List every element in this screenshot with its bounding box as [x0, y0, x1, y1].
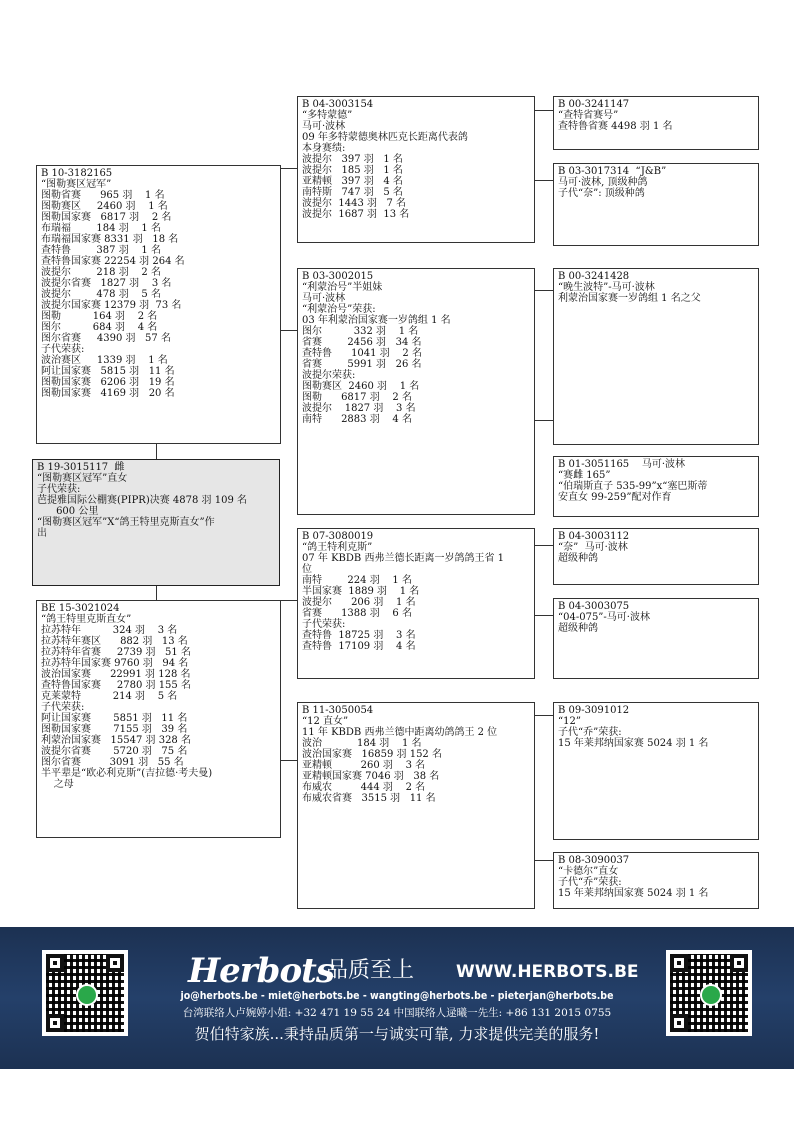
pedigree-line: 图勒国家赛 6206 羽 19 名 — [41, 377, 175, 388]
pedigree-card-gen3-2 — [553, 163, 759, 246]
pedigree-line: “12” — [558, 716, 581, 727]
pedigree-line: 波提尔 397 羽 1 名 — [302, 154, 403, 165]
connector-g2-b — [535, 180, 553, 181]
pedigree-line: 波提尔 1827 羽 3 名 — [302, 403, 416, 414]
pedigree-line: 图勒赛区 2460 羽 1 名 — [41, 201, 168, 212]
pedigree-line: 之母 — [41, 779, 74, 790]
connector-g2-h — [535, 860, 553, 861]
pedigree-line: 图尔 332 羽 1 名 — [302, 326, 419, 337]
pedigree-line: “伯瑞斯直子 535-99”x“塞巴斯蒂 — [558, 481, 708, 492]
pedigree-line: 布威农省赛 3515 羽 11 名 — [302, 793, 436, 804]
pedigree-line: 波治赛区 1339 羽 1 名 — [41, 355, 168, 366]
pedigree-line: “赛雌 165” — [558, 470, 611, 481]
pedigree-line: 马可·波林 — [302, 121, 346, 132]
pedigree-line: 图尔省赛 4390 羽 57 名 — [41, 333, 171, 344]
pedigree-line: 11 年 KBDB 西弗兰德中距离幼鸽鸽王 2 位 — [302, 727, 498, 738]
pedigree-line: 南特 224 羽 1 名 — [302, 575, 412, 586]
pedigree-line: 波提尔 1687 羽 13 名 — [302, 209, 410, 220]
pedigree-line: “图勒赛区冠军” — [41, 179, 112, 190]
pedigree-card-gen2-1 — [297, 96, 535, 243]
pedigree-line: 图勒 6817 羽 2 名 — [302, 392, 412, 403]
pedigree-line: 波提尔省赛 1827 羽 3 名 — [41, 278, 172, 289]
pedigree-line: 查特鲁国家赛 2780 羽 155 名 — [41, 680, 191, 691]
pedigree-line: 图勒 164 羽 2 名 — [41, 311, 158, 322]
brand-row — [188, 951, 639, 991]
pedigree-line: 查特鲁 387 羽 1 名 — [41, 245, 161, 256]
pedigree-line: B 09-3091012 — [558, 705, 630, 716]
pedigree-line: 本身赛绩: — [302, 143, 346, 154]
pedigree-line: 子代“乔”荣获: — [558, 877, 622, 888]
pedigree-line: “12 直女” — [302, 716, 349, 727]
pedigree-card-text — [41, 168, 276, 399]
footer-banner — [0, 927, 794, 1069]
pedigree-line: 查特鲁 18725 羽 3 名 — [302, 630, 416, 641]
connector-g2-a — [535, 110, 553, 111]
pedigree-line: 阿让国家赛 5815 羽 11 名 — [41, 366, 175, 377]
pedigree-line: B 08-3090037 — [558, 855, 630, 866]
pedigree-line: 波提尔 185 羽 1 名 — [302, 165, 403, 176]
pedigree-line: “奈” 马可·波林 — [558, 542, 628, 553]
pedigree-line: B 00-3241428 — [558, 271, 630, 282]
pedigree-card-text — [302, 99, 530, 220]
pedigree-card-gen2-3 — [297, 528, 535, 679]
pedigree-line: 拉苏特年国家赛 9760 羽 94 名 — [41, 658, 189, 669]
pedigree-line: 波提尔 1443 羽 7 名 — [302, 198, 407, 209]
pedigree-card-text — [558, 855, 754, 899]
pedigree-line: 15 年莱邦纳国家赛 5024 羽 1 名 — [558, 738, 709, 749]
pedigree-card-gen3-3 — [553, 268, 759, 445]
pedigree-card-text — [302, 705, 530, 804]
connector-g2-g — [535, 715, 553, 716]
pedigree-line: “鸽王特利克斯” — [302, 542, 373, 553]
pedigree-line: 查特鲁 17109 羽 4 名 — [302, 641, 416, 652]
pedigree-line: 马可·波林 — [302, 293, 346, 304]
pedigree-line: 波提尔 218 羽 2 名 — [41, 267, 161, 278]
connector-dam-down — [281, 760, 297, 761]
connector-g2-d — [535, 420, 553, 421]
pedigree-line: 位 — [302, 564, 312, 575]
pedigree-line: 子代“乔”荣获: — [558, 727, 622, 738]
pedigree-line: 利蒙治国家赛一岁鸽组 1 名之父 — [558, 293, 701, 304]
pedigree-line: 出 — [37, 528, 47, 539]
pedigree-line: 子代“奈”: 顶级种鸽 — [558, 188, 645, 199]
pedigree-line: 波提尔省赛 5720 羽 75 名 — [41, 746, 188, 757]
pedigree-line: 查特鲁 1041 羽 2 名 — [302, 348, 422, 359]
pedigree-line: 03 年利蒙治国家赛一岁鸽组 1 名 — [302, 315, 451, 326]
pedigree-line: 图勒国家赛 4169 羽 20 名 — [41, 388, 175, 399]
connector-g2-c — [535, 290, 553, 291]
pedigree-card-text — [558, 705, 754, 749]
pedigree-card-text — [41, 603, 276, 790]
email-list[interactable]: jo@herbots.be - miet@herbots.be - wangting@herbots.be - pieterjan@herbots.be — [180, 990, 614, 1002]
pedigree-card-text — [302, 531, 530, 652]
pedigree-line: “04-075”-马可·波林 — [558, 612, 650, 623]
pedigree-card-text — [558, 459, 754, 503]
pedigree-line: “鸽王特里克斯直女” — [41, 614, 132, 625]
pedigree-line: 布威农 444 羽 2 名 — [302, 782, 426, 793]
pedigree-line: B 11-3050054 — [302, 705, 374, 716]
slogan: 品质至上 — [326, 958, 415, 983]
pedigree-card-gen3-7 — [553, 702, 759, 840]
pedigree-line: 拉苏特年 324 羽 3 名 — [41, 625, 178, 636]
pedigree-line: B 10-3182165 — [41, 168, 113, 179]
pedigree-line: 子代荣获: — [37, 484, 81, 495]
pedigree-line: 拉苏特年赛区 882 羽 13 名 — [41, 636, 188, 647]
pedigree-line: 亚精顿国家赛 7046 羽 38 名 — [302, 771, 440, 782]
pedigree-line: 子代荣获: — [41, 702, 85, 713]
pedigree-line: 芭提雅国际公棚赛(PIPR)决赛 4878 羽 109 名 — [37, 495, 247, 506]
pedigree-line: 图勒赛区 2460 羽 1 名 — [302, 381, 420, 392]
pedigree-line: 图尔省赛 3091 羽 55 名 — [41, 757, 184, 768]
pedigree-line: 亚精顿 397 羽 4 名 — [302, 176, 403, 187]
pedigree-line: 查特鲁省赛 4498 羽 1 名 — [558, 121, 673, 132]
pedigree-line: 超级种鸽 — [558, 623, 598, 634]
pedigree-line: 南特 2883 羽 4 名 — [302, 414, 412, 425]
pedigree-line: “图勒赛区冠军”直女 — [37, 473, 128, 484]
pedigree-card-text — [558, 531, 754, 564]
herbots-logo: Herbots — [188, 951, 334, 991]
pedigree-line: 波治 184 羽 1 名 — [302, 738, 422, 749]
pedigree-line: “卡德尔”直女 — [558, 866, 619, 877]
pedigree-line: B 04-3003154 — [302, 99, 374, 110]
pedigree-card-gen3-1 — [553, 96, 759, 150]
pedigree-line: “利蒙治号”半姐妹 — [302, 282, 383, 293]
pedigree-card-gen3-5 — [553, 528, 759, 585]
pedigree-line: “查特省赛号” — [558, 110, 619, 121]
pedigree-line: B 03-3017314 “J&B” — [558, 166, 667, 177]
pedigree-line: 07 年 KBDB 西弗兰德长距离一岁鸽鸽王省 1 — [302, 553, 504, 564]
pedigree-line: 南特斯 747 羽 5 名 — [302, 187, 403, 198]
pedigree-card-gen2-4 — [297, 702, 535, 909]
pedigree-line: 09 年多特蒙德奥林匹克长距离代表鸽 — [302, 132, 468, 143]
connector-dam-up — [281, 600, 297, 601]
company-motto: 贺伯特家族...秉持品质第一与诚实可靠, 力求提供完美的服务! — [194, 1025, 600, 1043]
pedigree-line: “多特蒙德” — [302, 110, 353, 121]
pedigree-line: B 00-3241147 — [558, 99, 630, 110]
pedigree-line: B 03-3002015 — [302, 271, 374, 282]
connector-sire-up — [281, 168, 297, 169]
pedigree-line: 波治国家赛 22991 羽 128 名 — [41, 669, 191, 680]
pedigree-line: 布瑞福 184 羽 1 名 — [41, 223, 161, 234]
pedigree-card-text — [558, 166, 754, 199]
pedigree-line: 拉苏特年省赛 2739 羽 51 名 — [41, 647, 191, 658]
connector-subject-sire — [156, 443, 157, 460]
pedigree-line: 马可·波林, 顶级种鸽 — [558, 177, 648, 188]
pedigree-line: 省赛 5991 羽 26 名 — [302, 359, 422, 370]
pedigree-card-text — [37, 462, 275, 539]
pedigree-card-gen3-8 — [553, 852, 759, 909]
pedigree-line: 亚精顿 260 羽 3 名 — [302, 760, 426, 771]
pedigree-line: B 19-3015117 雌 — [37, 462, 125, 473]
pedigree-line: 省赛 1388 羽 6 名 — [302, 608, 412, 619]
pedigree-line: “图勒赛区冠军”X“鸽王特里克斯直女”作 — [37, 517, 215, 528]
pedigree-line: 图勒省赛 965 羽 1 名 — [41, 190, 165, 201]
pedigree-line: 利蒙治国家赛 15547 羽 328 名 — [41, 735, 191, 746]
pedigree-card-gen2-2 — [297, 268, 535, 515]
pedigree-card-subject — [32, 459, 280, 586]
pedigree-line: 省赛 2456 羽 34 名 — [302, 337, 422, 348]
pedigree-line: 半国家赛 1889 羽 1 名 — [302, 586, 420, 597]
pedigree-line: 图尔 684 羽 4 名 — [41, 322, 158, 333]
pedigree-line: 波提尔 478 羽 5 名 — [41, 289, 161, 300]
pedigree-line: “晚生波特”-马可·波林 — [558, 282, 655, 293]
pedigree-card-text — [558, 271, 754, 304]
pedigree-line: BE 15-3021024 — [41, 603, 120, 614]
pedigree-card-gen3-4 — [553, 456, 759, 517]
pedigree-line: 15 年莱邦纳国家赛 5024 羽 1 名 — [558, 888, 709, 899]
pedigree-line: B 04-3003112 — [558, 531, 630, 542]
website-link[interactable]: WWW.HERBOTS.BE — [456, 962, 639, 982]
pedigree-card-text — [558, 99, 754, 132]
pedigree-card-text — [558, 601, 754, 634]
pedigree-line: 图勒国家赛 7155 羽 39 名 — [41, 724, 188, 735]
pedigree-line: 子代荣获: — [41, 344, 85, 355]
pedigree-line: 克莱蒙特 214 羽 5 名 — [41, 691, 178, 702]
contact-info: 台湾联络人卢婉婷小姐: +32 471 19 55 24 中国联络人逯曦一先生: +86 131 2015 0755 — [182, 1007, 612, 1019]
pedigree-line: 波提尔国家赛 12379 羽 73 名 — [41, 300, 182, 311]
pedigree-line: 波提尔荣获: — [302, 370, 356, 381]
pedigree-line: 600 公里 — [37, 506, 99, 517]
wechat-icon — [700, 984, 722, 1006]
pedigree-line: 安直女 99-259”配对作育 — [558, 492, 672, 503]
pedigree-line: “利蒙治号”荣获: — [302, 304, 376, 315]
pedigree-line: 布瑞福国家赛 8331 羽 18 名 — [41, 234, 179, 245]
pedigree-line: 波治国家赛 16859 羽 152 名 — [302, 749, 442, 760]
pedigree-line: B 01-3051165 马可·波林 — [558, 459, 686, 470]
pedigree-card-gen3-6 — [553, 598, 759, 679]
pedigree-card-dam — [36, 600, 281, 838]
pedigree-line: 超级种鸽 — [558, 553, 598, 564]
qr-code-right[interactable] — [666, 950, 752, 1036]
connector-g2-f — [535, 615, 553, 616]
pedigree-line: 图勒国家赛 6817 羽 2 名 — [41, 212, 172, 223]
pedigree-card-sire — [36, 165, 281, 444]
connector-sire-down — [281, 330, 297, 331]
pedigree-line: B 07-3080019 — [302, 531, 374, 542]
pedigree-line: 子代荣获: — [302, 619, 346, 630]
connector-subject-dam — [156, 585, 157, 600]
pedigree-line: 半平辈是“欧必利克斯”(吉拉德·考夫曼) — [41, 768, 213, 779]
pedigree-line: 阿让国家赛 5851 羽 11 名 — [41, 713, 188, 724]
pedigree-line: 查特鲁国家赛 22254 羽 264 名 — [41, 256, 185, 267]
pedigree-card-text — [302, 271, 530, 425]
connector-g2-e — [535, 545, 553, 546]
pedigree-line: 波提尔 206 羽 1 名 — [302, 597, 416, 608]
pedigree-line: B 04-3003075 — [558, 601, 630, 612]
